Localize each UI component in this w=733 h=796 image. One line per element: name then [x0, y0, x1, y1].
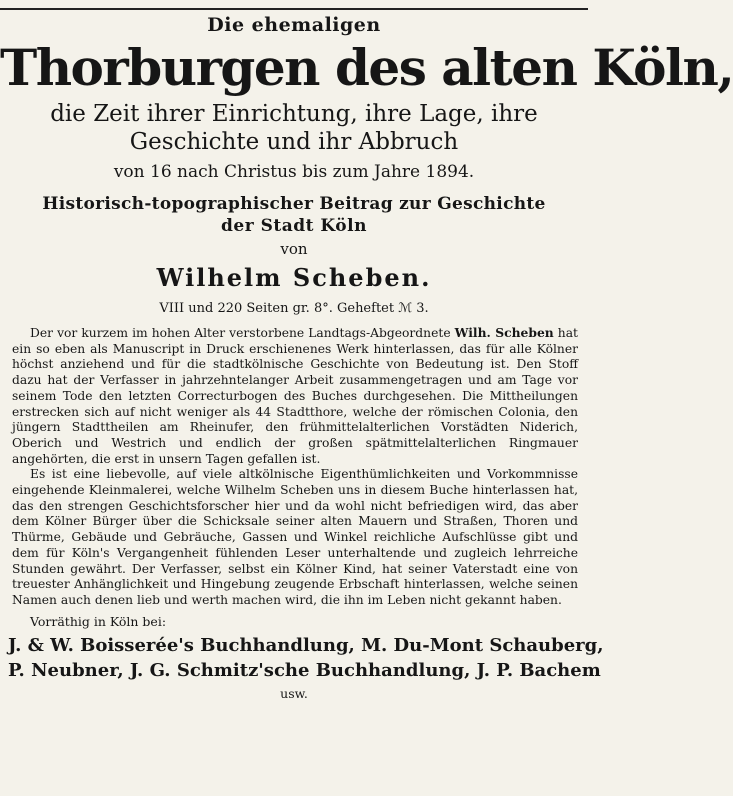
book-specs: VIII und 220 Seiten gr. 8°. Geheftet ℳ 3. — [159, 301, 429, 316]
top-rule — [0, 0, 588, 10]
paragraph-1 — [12, 325, 578, 467]
main-title: Thorburgen des alten Köln, — [0, 38, 733, 97]
usw-text: usw. — [280, 685, 308, 701]
subtitle-line-1: Historisch-topographischer Beitrag zur Geschichte — [42, 194, 546, 214]
date-range-line: von 16 nach Christus bis zum Jahre 1894. — [113, 162, 475, 182]
headline-line-1: Die ehemaligen — [207, 14, 381, 36]
dealers-list — [8, 633, 604, 683]
paragraph-1-start: Der vor kurzem im hohen Alter verstorbene Landtags-Abgeordnete — [30, 326, 455, 340]
paragraph-2: Es ist eine liebevolle, auf viele altkölnische Eigenthümlichkeiten und Vorkommnisse eingehende Kleinmalerei, welche Wilhelm Scheben uns in diesem Buche hinterlassen hat, das den strengen Geschichtsforscher hier und da wohl nicht befriedigen wird, das aber dem Kölner Bürger über die Schicksale seiner alten Mauern und Straßen, Thoren und Thürme, Gebäude und Gebräuche, Gassen und Winkel reichliche Aufschlüsse gibt und dem für Köln's Vergangenheit fühlenden Leser unterhaltende und zugleich lehrreiche Stunden gewährt. Der Verfasser, selbst ein Kölner Kind, hat seiner Vaterstadt eine von treuester Anhänglichkeit und Hingebung zeugende Erbschaft hinterlassen, welche seinen Namen auch denen lieb und werth machen wird, die ihn im Leben nicht gekannt haben. — [12, 467, 578, 607]
subtitle-line-2: der Stadt Köln — [221, 216, 367, 236]
available-at-label: Vorräthig in Köln bei: — [30, 613, 167, 629]
advertisement — [0, 10, 733, 796]
body-text — [12, 325, 578, 609]
dealers-line-1: J. & W. Boisserée's Buchhandlung, M. Du-Mont Schauberg, — [8, 634, 604, 656]
author-name: Wilhelm Scheben. — [156, 263, 432, 292]
headline-line-4: Geschichte und ihr Abbruch — [129, 129, 459, 155]
paragraph-1-rest: hat ein so eben als Manuscript in Druck erschienenes Werk hinterlassen, das für alle Kölner höchst anziehend und für die stadtkölnische Geschichte von Bedeutung ist. Den Stoff dazu hat der Verfasser in jahrzehntelanger Arbeit zusammengetragen und am Tage vor seinem Tode den letzten Correcturbogen des Buches durchgesehen. Die Mittheilungen erstrecken sich auf nicht weniger als 44 Stadtthore, welche der römischen Colonia, den jüngern Stadttheilen am Rheinufer, den frühmittelalterlichen Vorstädten Niderich, Oberich und Westrich und endlich der großen spätmittelalterlichen Ringmauer angehörten, die erst in unsern Tagen gefallen ist. — [12, 326, 578, 466]
author-short-name: Wilh. Scheben — [454, 325, 554, 340]
von-line: von — [280, 240, 308, 258]
headline-line-3: die Zeit ihrer Einrichtung, ihre Lage, ihre — [50, 101, 538, 127]
dealers-line-2: P. Neubner, J. G. Schmitz'sche Buchhandlung, J. P. Bachem — [8, 659, 601, 681]
